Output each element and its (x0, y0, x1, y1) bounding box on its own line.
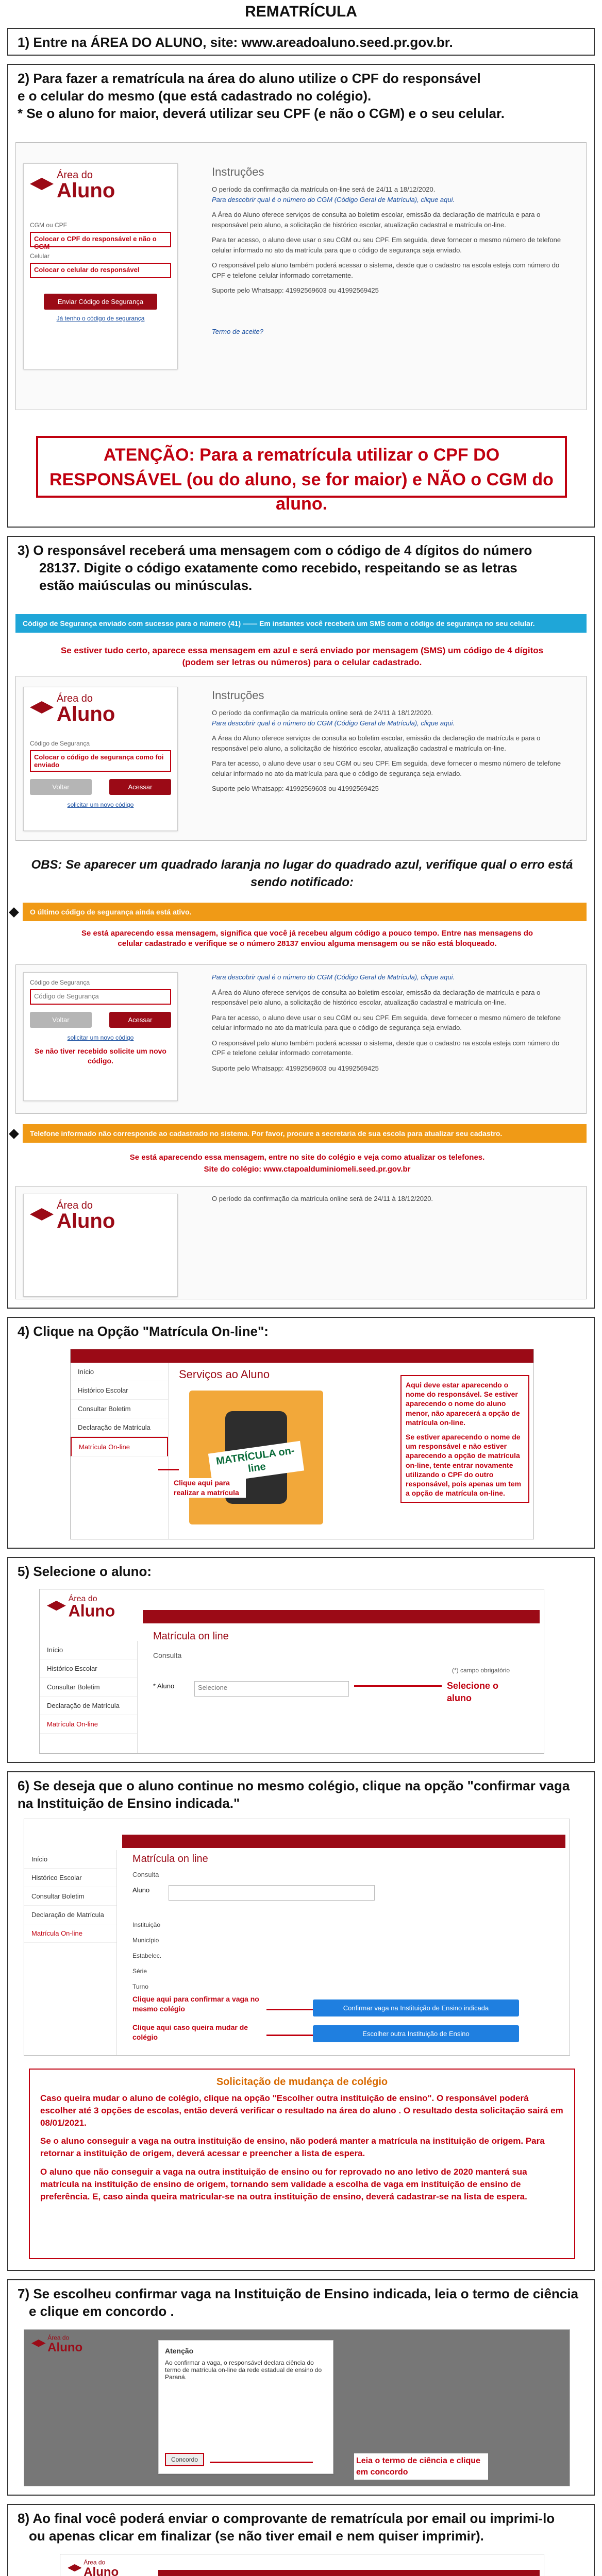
area-do-aluno-logo-2 (30, 693, 171, 724)
nav-boletim[interactable]: Consultar Boletim (71, 1400, 168, 1418)
terms-link[interactable]: Termo de aceite? (212, 327, 263, 335)
nav-boletim-3[interactable]: Consultar Boletim (24, 1887, 116, 1906)
student-select-2[interactable] (169, 1885, 375, 1901)
confirm-screenshot (24, 1819, 570, 2056)
step-2-line-3: * Se o aluno for maior, deverá utilizar seu CPF (e não o CGM) e o seu celular. (18, 105, 505, 121)
modal-text: Ao confirmar a vaga, o responsável declara ciência do termo de matrícula on-line da rede estadual de ensino do Paraná. (165, 2359, 322, 2381)
instructions-p2-2: Para ter acesso, o aluno deve usar o seu CGM ou seu CPF. Em seguida, deve fornecer o mesmo número de telefone celular informado no ato da matrícula para que o código de segurança seja enviado. (212, 759, 561, 777)
responsible-note-p1: Aqui deve estar aparecendo o nome do responsável. Se estiver aparecendo o nome do aluno menor, não aparecerá a opção de matrícula on-line. (406, 1381, 520, 1427)
instructions-cgm-question-3[interactable]: Para descobrir qual é o número do CGM (Código Geral de Matrícula), clique aqui. (212, 973, 455, 981)
logo-bottom-text-3: Aluno (57, 1210, 115, 1232)
row-estabelecimento: Estabelec. (132, 1952, 162, 1959)
page-title: REMATRÍCULA (245, 3, 357, 20)
step-8 (7, 2504, 595, 2576)
agree-note: Leia o termo de ciência e clique em concordo (354, 2453, 488, 2480)
instructions-p2: Para ter acesso, o aluno deve usar o seu CGM ou seu CPF. Em seguida, deve fornecer o mesmo número de telefone celular informado no ato da matrícula para que o código de segurança seja enviado. (212, 236, 561, 254)
access-button-2[interactable]: Acessar (109, 1012, 171, 1028)
nav-matricula-online-3[interactable]: Matrícula On-line (24, 1924, 116, 1943)
logo-bottom-text-4: Aluno (68, 1602, 115, 1620)
area-do-aluno-logo-5 (31, 2335, 82, 2353)
instructions-4 (212, 1194, 573, 1204)
school-change-p1: Caso queira mudar o aluno de colégio, clique na opção "Escolher outra instituição de ensino". O responsável poderá escolher até 3 opções de escolas, então deverá verificar o resultado na área do aluno . O resultado desta solicitação sairá em 08/01/2021. (40, 2093, 563, 2128)
area-do-aluno-logo-3 (30, 1200, 171, 1231)
instructions-period-2: O período da confirmação da matrícula online será de 24/11 à 18/12/2020. (212, 709, 433, 717)
logo-bottom-text-5: Aluno (47, 2340, 83, 2354)
no-code-note: Se não tiver recebido solicite um novo código. (35, 1047, 166, 1065)
terms-screenshot (24, 2329, 570, 2486)
attention-warning: ATENÇÃO: Para a rematrícula utilizar o CPF DO RESPONSÁVEL (ou do aluno, se for maior) e NÃO o CGM do aluno. (36, 436, 567, 498)
logo-top-text-2: Área do (57, 693, 93, 704)
aluno-label-2: Aluno (132, 1886, 150, 1894)
consulta-label: Consulta (153, 1651, 182, 1659)
consulta-label-2: Consulta (132, 1871, 159, 1878)
step-7-line-1: 7) Se escolheu confirmar vaga na Instituição de Ensino indicada, leia o termo de ciência (18, 2286, 579, 2301)
select-student-screenshot (39, 1589, 544, 1754)
instructions-2 (212, 687, 573, 794)
login-card (23, 163, 178, 369)
resend-code-link-2[interactable]: solicitar um novo código (67, 1034, 134, 1041)
error-screenshot (15, 964, 587, 1114)
code-input-2[interactable]: Código de Segurança (30, 989, 171, 1005)
phone-error-screenshot (15, 1186, 587, 1299)
step-3-line-3: estão maiúsculas ou minúsculas. (39, 577, 253, 593)
step-5 (7, 1557, 595, 1763)
logo-top-text: Área do (57, 170, 93, 181)
instructions-period-4: O período da confirmação da matrícula online será de 24/11 à 18/12/2020. (212, 1195, 433, 1202)
row-serie: Série (132, 1968, 147, 1975)
logo-bottom-text: Aluno (57, 179, 115, 202)
cpf-input[interactable]: Colocar o CPF do responsável e não o CGM (30, 232, 171, 247)
instructions-support-2: Suporte pelo Whatsapp: 41992569603 ou 41992569425 (212, 785, 379, 792)
access-button[interactable]: Acessar (109, 779, 171, 795)
click-here-note: Clique aqui para realizar a matrícula (174, 1478, 246, 1498)
school-change-p2: Se o aluno conseguir a vaga na outra instituição de ensino, não poderá manter a matrícula na instituição de origem. Para retornar a instituição de origem, deverá acessar e preencher a lista de espera. (40, 2136, 545, 2159)
error-bar-phone: Telefone informado não corresponde ao cadastrado no sistema. Por favor, procure a secretaria de sua escola para atualizar seu cadastro. (23, 1124, 587, 1143)
instructions-cgm-question-2[interactable]: Para descobrir qual é o número do CGM (Código Geral de Matrícula), clique aqui. (212, 719, 455, 727)
arrow-icon-3 (266, 2009, 313, 2010)
arrow-icon-2 (354, 1685, 442, 1687)
error-bar-active-code: O último código de segurança ainda está ativo. (23, 903, 587, 921)
select-student-note: Selecione o aluno (447, 1681, 499, 1704)
code-label: Código de Segurança (30, 740, 90, 747)
logo-bottom-text-6: Aluno (83, 2565, 119, 2576)
logo-bottom-text-2: Aluno (57, 703, 115, 725)
row-turno: Turno (132, 1983, 148, 1990)
instructions-p1: A Área do Aluno oferece serviços de consulta ao boletim escolar, emissão da declaração de matrícula e para o responsável pelo aluno, a solicitação de histórico escolar, atualização cadastral e matrícula on-line. (212, 211, 541, 229)
school-change-title: Solicitação de mudança de colégio (216, 2076, 388, 2088)
school-change-p3: O aluno que não conseguir a vaga na outra instituição de ensino ou for reprovado no ano letivo de 2020 manterá sua matrícula na instituição de ensino de origem, tornando sem validade a escolha de vaga em instituição de ensino de preferência. E, caso ainda queira matricular-se na outra instituição de ensino, deverá cadastrar-se na lista de espera. (40, 2166, 527, 2201)
instructions-p1-2: A Área do Aluno oferece serviços de consulta ao boletim escolar, emissão da declaração de matrícula e para o responsável pelo aluno, a solicitação de histórico escolar, atualização cadastral e matrícula on-line. (212, 734, 541, 752)
step-1 (7, 28, 595, 56)
agree-button[interactable]: Concordo (165, 2453, 204, 2466)
terms-modal (158, 2340, 333, 2474)
step-5-head: 5) Selecione o aluno: (18, 1564, 152, 1579)
step-4 (7, 1317, 595, 1549)
nav-historico-3[interactable]: Histórico Escolar (24, 1869, 116, 1887)
nav-inicio-2[interactable]: Início (40, 1641, 137, 1659)
school-change-box (29, 2069, 575, 2259)
matricula-banner[interactable] (189, 1391, 323, 1524)
instructions-p1-3: A Área do Aluno oferece serviços de consulta ao boletim escolar, emissão da declaração de matrícula e para o responsável pelo aluno, a solicitação de histórico escolar, atualização cadastral e matrícula on-line. (212, 988, 541, 1006)
receipt-screenshot (60, 2554, 544, 2576)
graduation-cap-icon-6 (68, 2564, 82, 2573)
step-2-line-1: 2) Para fazer a rematrícula na área do aluno utilize o CPF do responsável (18, 71, 481, 86)
instructions-3 (212, 972, 573, 1073)
panel-header-bar-3 (158, 2570, 540, 2576)
bullet-diamond-1 (9, 907, 19, 918)
nav-matricula-online-2[interactable]: Matrícula On-line (40, 1715, 137, 1734)
step-2 (7, 64, 595, 528)
error-note-active-code: Se está aparecendo essa mensagem, significa que você já recebeu algum código a pouco tempo. Entre nas mensagens do celular cadastrado e verifique se o número 28137 enviou alguma mensagem ou se não está bloqueado. (81, 929, 533, 948)
send-code-button[interactable]: Enviar Código de Segurança (44, 294, 157, 310)
side-nav-3 (24, 1850, 117, 2056)
aluno-label: * Aluno (153, 1682, 175, 1690)
graduation-cap-icon-5 (31, 2340, 46, 2349)
step-7-line-2: e clique em concordo . (29, 2303, 174, 2319)
responsible-note-p2: Se estiver aparecendo o nome de um responsável e não estiver aparecendo a opção de matrícula on-line, tente entrar novamente utilizando o CPF do outro responsável, pois apenas um tem a opção de matrícula on-line. (406, 1432, 522, 1498)
instructions-support: Suporte pelo Whatsapp: 41992569603 ou 41992569425 (212, 286, 379, 294)
nav-historico-2[interactable]: Histórico Escolar (40, 1659, 137, 1678)
step-2-line-2: e o celular do mesmo (que está cadastrado no colégio). (18, 88, 372, 104)
nav-declaracao-2[interactable]: Declaração de Matrícula (40, 1697, 137, 1715)
back-button[interactable]: Voltar (30, 779, 92, 795)
area-do-aluno-logo-4 (47, 1595, 115, 1619)
phone-error-card (23, 1194, 178, 1297)
instructions-p3: O responsável pelo aluno também poderá acessar o sistema, desde que o cadastro na escola esteja com número do CPF e telefone celular informado corretamente. (212, 261, 560, 279)
phone-label: Celular (30, 252, 50, 260)
cgm-label: CGM ou CPF (30, 222, 68, 229)
instructions-title: Instruções (212, 165, 264, 178)
resend-code-link[interactable]: solicitar um novo código (67, 801, 134, 808)
nav-historico[interactable]: Histórico Escolar (71, 1381, 168, 1400)
step-4-head: 4) Clique na Opção "Matrícula On-line": (18, 1324, 269, 1339)
instructions (212, 163, 573, 336)
instructions-p2-3: Para ter acesso, o aluno deve usar o seu CGM ou seu CPF. Em seguida, deve fornecer o mesmo número de telefone celular informado no ato da matrícula para que o código de segurança seja enviado. (212, 1013, 561, 1031)
back-button-2[interactable]: Voltar (30, 1012, 92, 1028)
instructions-title-2: Instruções (212, 689, 264, 702)
nav-declaracao[interactable]: Declaração de Matrícula (71, 1418, 168, 1437)
matricula-panel-title-2: Matrícula on line (132, 1853, 208, 1865)
step-6 (7, 1771, 595, 2271)
graduation-cap-icon-3 (30, 1208, 54, 1224)
error-code-card (23, 972, 178, 1101)
nav-matricula-online[interactable]: Matrícula On-line (71, 1437, 168, 1456)
graduation-cap-icon-2 (30, 701, 54, 717)
instructions-support-3: Suporte pelo Whatsapp: 41992569603 ou 41992569425 (212, 1064, 379, 1072)
nav-declaracao-3[interactable]: Declaração de Matrícula (24, 1906, 116, 1924)
change-note: Clique aqui caso queira mudar de colégio (132, 2023, 248, 2041)
enrollment-info (132, 1917, 161, 1994)
step-8-line-1: 8) Ao final você poderá enviar o comprovante de rematrícula por email ou imprimi-lo (18, 2511, 555, 2526)
panel-header-bar-2 (122, 1835, 565, 1848)
arrow-icon (158, 1469, 179, 1470)
nav-inicio[interactable]: Início (71, 1363, 168, 1381)
confirm-note: Clique aqui para confirmar a vaga no mesmo colégio (132, 1995, 259, 2013)
login-screenshot (15, 142, 587, 410)
nav-inicio-3[interactable]: Início (24, 1850, 116, 1869)
code-card (23, 687, 178, 831)
other-school-button[interactable]: Escolher outra Instituição de Ensino (313, 2025, 519, 2042)
student-select[interactable]: Selecione (194, 1681, 349, 1697)
top-bar (71, 1349, 534, 1363)
side-nav-2 (40, 1641, 138, 1754)
code-input[interactable]: Colocar o código de segurança como foi enviado (30, 750, 171, 772)
instructions-period: O período da confirmação da matrícula on-line será de 24/11 a 18/12/2020. (212, 185, 436, 193)
panel-header-bar (143, 1610, 540, 1623)
instructions-cgm-question[interactable]: Para descobrir qual é o número do CGM (Código Geral de Matrícula), clique aqui. (212, 195, 455, 204)
logo-top-text-4: Área do (68, 1594, 97, 1603)
code-label-2: Código de Segurança (30, 979, 90, 986)
step-3-line-2: 28137. Digite o código exatamente como recebido, respeitando se as letras (39, 560, 517, 575)
area-do-aluno-logo-6 (68, 2560, 119, 2576)
step-3 (7, 536, 595, 1309)
responsible-name-note (400, 1375, 529, 1503)
services-title: Serviços ao Aluno (179, 1368, 270, 1381)
code-screenshot (15, 676, 587, 841)
error-note-phone: Se está aparecendo essa mensagem, entre no site do colégio e veja como atualizar os telefones. (129, 1153, 485, 1162)
step-7 (7, 2279, 595, 2496)
logo-top-text-5: Área do (47, 2334, 70, 2342)
graduation-cap-icon (30, 178, 54, 193)
logo-top-text-6: Área do (83, 2559, 106, 2566)
side-nav (71, 1363, 169, 1539)
school-site-note: Site do colégio: www.ctapoalduminiomeli.seed.pr.gov.br (204, 1165, 411, 1174)
step-6-line-2: na Instituição de Ensino indicada." (18, 1795, 240, 1811)
required-note: (*) campo obrigatório (452, 1667, 510, 1674)
instructions-p3-3: O responsável pelo aluno também poderá acessar o sistema, desde que o cadastro na escola esteja com número do CPF e telefone celular informado corretamente. (212, 1039, 560, 1057)
success-message-note: Se estiver tudo certo, aparece essa mensagem em azul e será enviado por mensagem (SMS) um código de 4 dígitos (podem ser letras ou números) para o celular cadastrado. (60, 646, 544, 667)
success-message-bar: Código de Segurança enviado com sucesso para o número (41) —— Em instantes você receberá um SMS com o código de segurança no seu celular. (15, 614, 587, 633)
row-municipio: Município (132, 1937, 159, 1944)
phone-input[interactable]: Colocar o celular do responsável (30, 263, 171, 278)
matricula-panel-title: Matrícula on line (153, 1631, 229, 1642)
have-code-link[interactable]: Já tenho o código de segurança (56, 315, 145, 322)
step-8-line-2: ou apenas clicar em finalizar (se não tiver email e nem quiser imprimir). (29, 2528, 484, 2544)
services-screenshot (70, 1349, 534, 1539)
matricula-label: MATRÍCULA on-line (208, 1441, 304, 1483)
nav-boletim-2[interactable]: Consultar Boletim (40, 1678, 137, 1697)
step-6-line-1: 6) Se deseja que o aluno continue no mesmo colégio, clique na opção "confirmar vaga (18, 1778, 570, 1793)
arrow-icon-4 (266, 2035, 313, 2036)
graduation-cap-icon-4 (47, 1601, 66, 1613)
confirm-vaga-button[interactable]: Confirmar vaga na Instituição de Ensino indicada (313, 1999, 519, 2016)
step-3-line-1: 3) O responsável receberá uma mensagem com o código de 4 dígitos do número (18, 543, 532, 558)
logo-top-text-3: Área do (57, 1200, 93, 1211)
row-instituicao: Instituição (132, 1921, 161, 1928)
area-do-aluno-logo (30, 170, 171, 201)
step-1-text: 1) Entre na ÁREA DO ALUNO, site: www.areadoaluno.seed.pr.gov.br. (18, 35, 453, 50)
bullet-diamond-2 (9, 1129, 19, 1139)
arrow-icon-5 (210, 2462, 313, 2463)
obs-note: OBS: Se aparecer um quadrado laranja no lugar do quadrado azul, verifique qual o erro está sendo notificado: (31, 858, 573, 889)
modal-title: Atenção (165, 2347, 194, 2355)
